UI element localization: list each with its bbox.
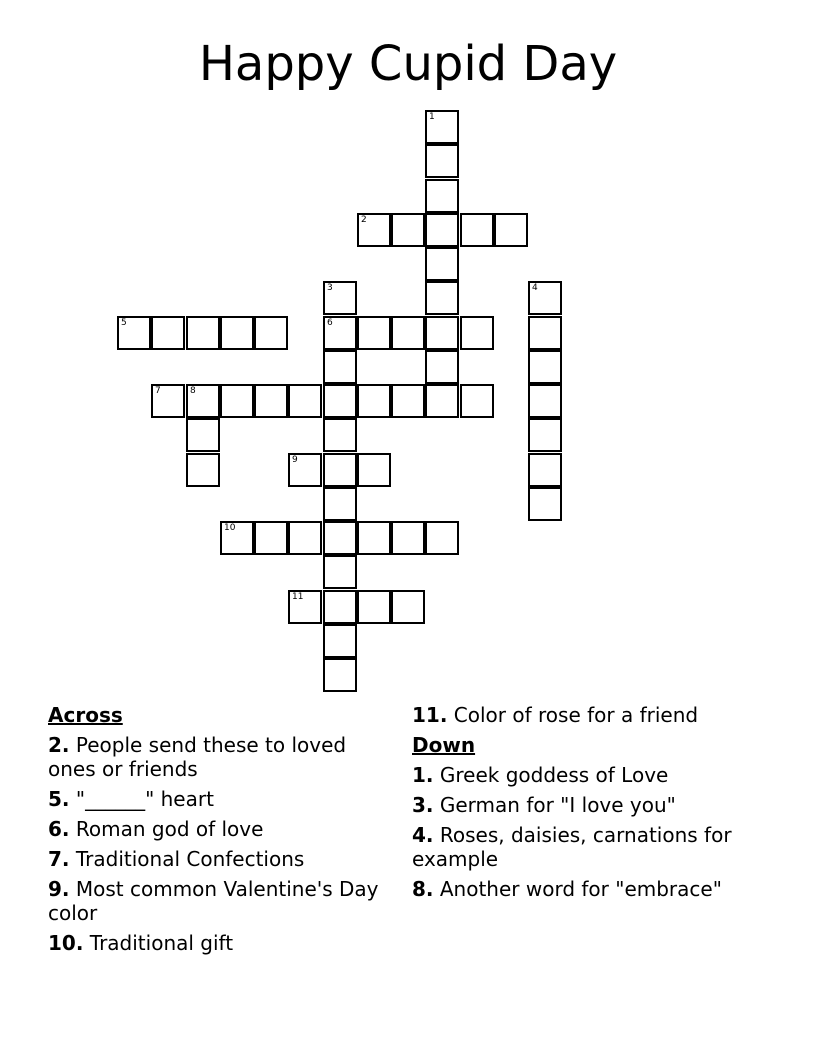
cell-number: 8 (190, 386, 196, 396)
grid-cell[interactable] (425, 521, 459, 555)
grid-cell[interactable] (425, 281, 459, 315)
clue-number: 4. (412, 823, 434, 847)
grid-cell[interactable] (323, 521, 357, 555)
grid-cell[interactable] (460, 384, 494, 418)
clue-across-5[interactable] (48, 787, 388, 811)
puzzle-title: Happy Cupid Day (198, 36, 618, 92)
grid-cell[interactable] (323, 487, 357, 521)
clue-across-2[interactable] (48, 733, 388, 781)
clue-across-11[interactable] (412, 703, 752, 727)
grid-cell[interactable] (357, 316, 391, 350)
clue-text: People send these to loved ones or friends (48, 733, 347, 781)
clue-text: Color of rose for a friend (453, 703, 699, 727)
cell-number: 11 (292, 592, 304, 602)
clue-number: 3. (412, 793, 434, 817)
clue-down-1[interactable] (412, 763, 752, 787)
clue-number: 1. (412, 763, 434, 787)
grid-cell[interactable] (288, 453, 322, 487)
clue-number: 9. (48, 877, 70, 901)
clue-text: "______" heart (75, 787, 214, 811)
clue-text: Roman god of love (75, 817, 264, 841)
grid-cell[interactable] (220, 316, 254, 350)
grid-cell[interactable] (323, 590, 357, 624)
cell-number: 2 (361, 215, 367, 225)
grid-cell[interactable] (460, 213, 494, 247)
clue-number: 11. (412, 703, 448, 727)
clue-text: Another word for "embrace" (439, 877, 722, 901)
clue-number: 6. (48, 817, 70, 841)
grid-cell[interactable] (528, 453, 562, 487)
clue-number: 8. (412, 877, 434, 901)
cell-number: 9 (292, 455, 298, 465)
grid-cell[interactable] (288, 521, 322, 555)
grid-cell[interactable] (528, 418, 562, 452)
grid-cell[interactable] (425, 384, 459, 418)
grid-cell[interactable] (528, 281, 562, 315)
grid-cell[interactable] (323, 384, 357, 418)
grid-cell[interactable] (391, 316, 425, 350)
grid-cell[interactable] (425, 179, 459, 213)
grid-cell[interactable] (288, 590, 322, 624)
cell-number: 6 (327, 318, 333, 328)
grid-cell[interactable] (357, 213, 391, 247)
grid-cell[interactable] (460, 316, 494, 350)
grid-cell[interactable] (494, 213, 528, 247)
grid-cell[interactable] (357, 590, 391, 624)
grid-cell[interactable] (528, 316, 562, 350)
clue-text: Greek goddess of Love (439, 763, 669, 787)
grid-cell[interactable] (425, 316, 459, 350)
clue-text: Traditional Confections (75, 847, 305, 871)
grid-cell[interactable] (186, 384, 220, 418)
cell-number: 3 (327, 283, 333, 293)
grid-cell[interactable] (323, 453, 357, 487)
grid-cell[interactable] (391, 521, 425, 555)
grid-cell[interactable] (357, 521, 391, 555)
grid-cell[interactable] (151, 316, 185, 350)
grid-cell[interactable] (357, 453, 391, 487)
grid-cell[interactable] (357, 384, 391, 418)
clue-across-6[interactable] (48, 817, 388, 841)
clues-column-left (48, 703, 388, 961)
clue-number: 10. (48, 931, 84, 955)
clue-across-7[interactable] (48, 847, 388, 871)
across-heading: Across (48, 703, 123, 727)
clue-text: Most common Valentine's Day color (48, 877, 379, 925)
grid-cell[interactable] (151, 384, 185, 418)
clue-across-10[interactable] (48, 931, 388, 955)
cell-number: 1 (429, 112, 435, 122)
cell-number: 5 (121, 318, 127, 328)
grid-cell[interactable] (186, 316, 220, 350)
grid-cell[interactable] (425, 350, 459, 384)
clue-number: 2. (48, 733, 70, 757)
grid-cell[interactable] (323, 624, 357, 658)
grid-cell[interactable] (391, 213, 425, 247)
clue-across-9[interactable] (48, 877, 388, 925)
clue-down-3[interactable] (412, 793, 752, 817)
grid-cell[interactable] (288, 384, 322, 418)
grid-cell[interactable] (323, 418, 357, 452)
clue-number: 5. (48, 787, 70, 811)
grid-cell[interactable] (528, 350, 562, 384)
grid-cell[interactable] (254, 384, 288, 418)
down-heading: Down (412, 733, 476, 757)
clue-text: Traditional gift (89, 931, 234, 955)
grid-cell[interactable] (323, 658, 357, 692)
grid-cell[interactable] (391, 590, 425, 624)
clue-down-8[interactable] (412, 877, 752, 901)
grid-cell[interactable] (117, 316, 151, 350)
grid-cell[interactable] (254, 316, 288, 350)
grid-cell[interactable] (323, 281, 357, 315)
grid-cell[interactable] (220, 521, 254, 555)
grid-cell[interactable] (528, 487, 562, 521)
cell-number: 7 (155, 386, 161, 396)
cell-number: 10 (224, 523, 236, 533)
grid-cell[interactable] (425, 247, 459, 281)
grid-cell[interactable] (391, 384, 425, 418)
grid-cell[interactable] (323, 316, 357, 350)
clue-text: Roses, daisies, carnations for example (412, 823, 732, 871)
grid-cell[interactable] (425, 110, 459, 144)
grid-cell[interactable] (528, 384, 562, 418)
grid-cell[interactable] (425, 144, 459, 178)
grid-cell[interactable] (425, 213, 459, 247)
cell-number: 4 (532, 283, 538, 293)
grid-cell[interactable] (323, 350, 357, 384)
grid-cell[interactable] (323, 555, 357, 589)
grid-cell[interactable] (186, 418, 220, 452)
clue-number: 7. (48, 847, 70, 871)
clue-down-4[interactable] (412, 823, 752, 871)
grid-cell[interactable] (220, 384, 254, 418)
grid-cell[interactable] (254, 521, 288, 555)
grid-cell[interactable] (186, 453, 220, 487)
clue-text: German for "I love you" (439, 793, 676, 817)
clues-column-right (412, 703, 752, 907)
